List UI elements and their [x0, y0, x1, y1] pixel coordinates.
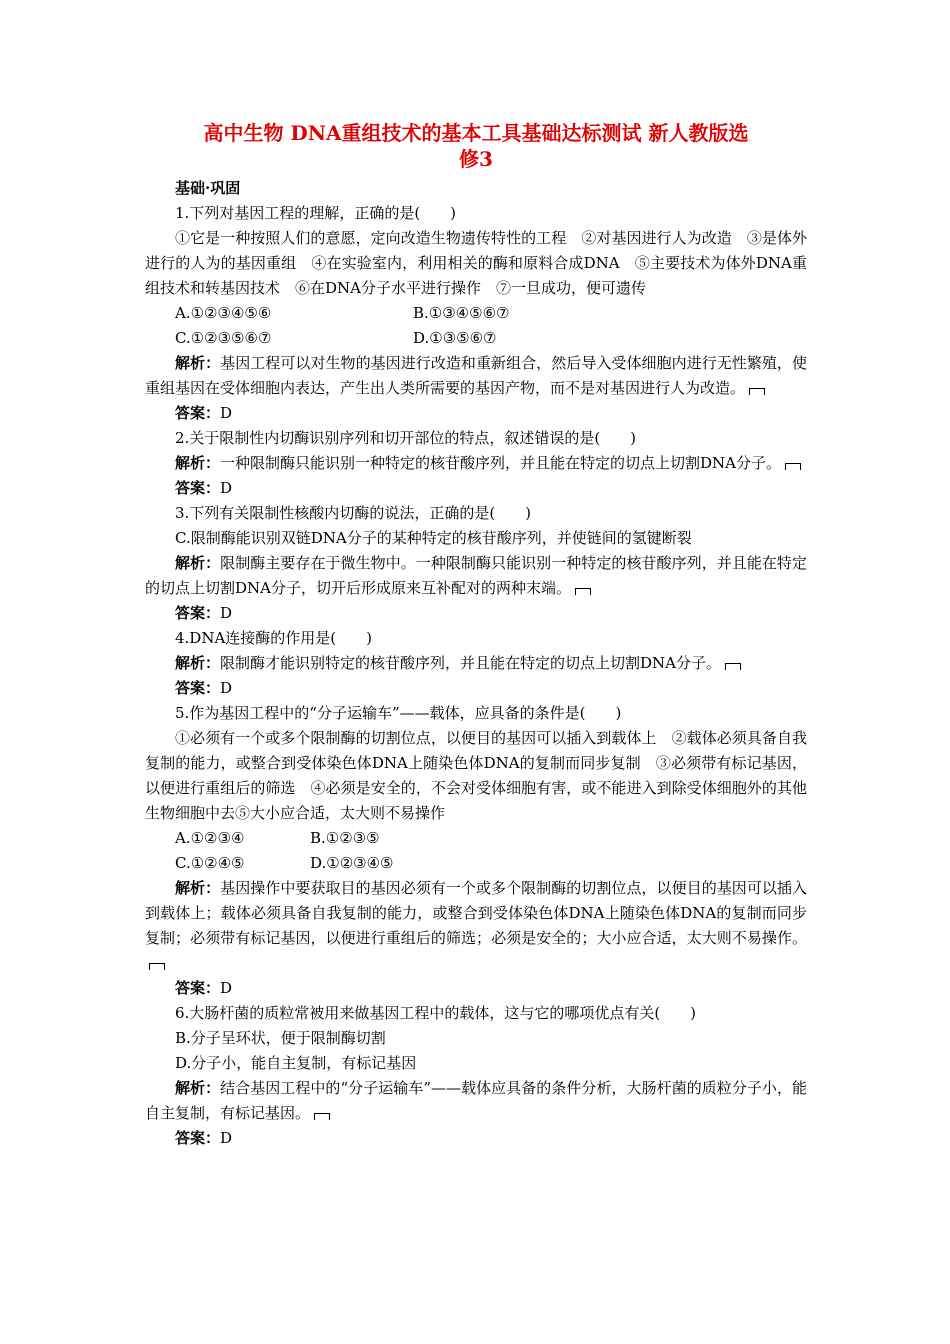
q5-options-row-2: [145, 851, 807, 876]
q6-analysis: [145, 1076, 807, 1126]
answer-label: 答案：: [175, 604, 221, 622]
q4-analysis-text: 限制酶才能识别特定的核苷酸序列，并且能在特定的切点上切割DNA分子。: [220, 654, 722, 672]
q6-option-b: B.分子呈环状，便于限制酶切割: [175, 1029, 386, 1047]
q4-answer: [145, 676, 807, 701]
analysis-label: 解析：: [175, 354, 221, 372]
q3-answer: [145, 601, 807, 626]
q1-body: ①它是一种按照人们的意愿，定向改造生物遗传特性的工程 ②对基因进行人为改造 ③是体外进行的人为的基因重组 ④在实验室内，利用相关的酶和原料合成DNA ⑤主要技术为体外DNA重组技术和转基因技术 ⑥在DNA分子水平进行操作 ⑦一旦成功，便可遗传: [145, 229, 807, 297]
section-heading: 基础·巩固: [175, 179, 241, 197]
q2-analysis-text: 一种限制酶只能识别一种特定的核苷酸序列，并且能在特定的切点上切割DNA分子。: [220, 454, 782, 472]
q5-option-b: B.①②③⑤: [310, 829, 380, 847]
q1-option-b: B.①③④⑤⑥⑦: [413, 304, 510, 322]
return-mark-icon: [725, 663, 741, 670]
answer-label: 答案：: [175, 979, 221, 997]
q5-body: ①必须有一个或多个限制酶的切割位点，以便目的基因可以插入到载体上 ②载体必须具备自我复制的能力，或整合到受体染色体DNA上随染色体DNA的复制而同步复制 ③必须带有标记基因，以便进行重组后的筛选 ④必须是安全的，不会对受体细胞有害，或不能进入到除受体细胞外的其他生物细胞中去⑤大小应合适，太大则不易操作: [145, 729, 807, 822]
q3-analysis-text: 限制酶主要存在于微生物中。一种限制酶只能识别一种特定的核苷酸序列，并且能在特定的切点上切割DNA分子，切开后形成原来互补配对的两种末端。: [145, 554, 807, 597]
analysis-label: 解析：: [175, 454, 221, 472]
document-page: [145, 120, 807, 1151]
return-mark-icon: [575, 588, 591, 595]
q6-option-d: D.分子小，能自主复制，有标记基因: [175, 1054, 417, 1072]
q3-analysis: [145, 551, 807, 601]
return-mark-icon: [785, 463, 801, 470]
return-mark-icon: [314, 1113, 330, 1120]
q5-answer-text: D: [220, 979, 233, 997]
q1-stem: 1.下列对基因工程的理解，正确的是( ): [175, 204, 457, 222]
q5-analysis: [145, 876, 807, 976]
analysis-label: 解析：: [175, 1079, 221, 1097]
q5-analysis-text: 基因操作中要获取目的基因必须有一个或多个限制酶的切割位点，以便目的基因可以插入到载体上；载体必须具备自我复制的能力，或整合到受体染色体DNA上随染色体DNA的复制而同步复制；必须带有标记基因，以便进行重组后的筛选；必须是安全的；大小应合适，太大则不易操作。: [145, 879, 807, 947]
q1-answer: [145, 401, 807, 426]
q3-option-c: C.限制酶能识别双链DNA分子的某种特定的核苷酸序列，并使链间的氢键断裂: [175, 529, 692, 547]
q1-analysis-text: 基因工程可以对生物的基因进行改造和重新组合，然后导入受体细胞内进行无性繁殖，使重组基因在受体细胞内表达，产生出人类所需要的基因产物，而不是对基因进行人为改造。: [145, 354, 807, 397]
q1-answer-text: D: [220, 404, 233, 422]
q1-options-row-2: [145, 326, 807, 351]
q4-analysis: [145, 651, 807, 676]
title-line-1: 高中生物 DNA重组技术的基本工具基础达标测试 新人教版选: [203, 121, 749, 145]
q3-answer-text: D: [220, 604, 233, 622]
answer-label: 答案：: [175, 1129, 221, 1147]
title-line-2: 修3: [459, 147, 493, 171]
q1-option-d: D.①③⑤⑥⑦: [413, 329, 497, 347]
q5-stem: 5.作为基因工程中的“分子运输车”——载体，应具备的条件是( ): [175, 704, 622, 722]
q3-stem: 3.下列有关限制性核酸内切酶的说法，正确的是( ): [175, 504, 532, 522]
return-mark-icon: [149, 963, 165, 970]
q1-option-c: C.①②③⑤⑥⑦: [175, 329, 272, 347]
analysis-label: 解析：: [175, 554, 221, 572]
q6-stem: 6.大肠杆菌的质粒常被用来做基因工程中的载体，这与它的哪项优点有关( ): [175, 1004, 697, 1022]
q1-option-a: A.①②③④⑤⑥: [175, 304, 272, 322]
q2-stem: 2.关于限制性内切酶识别序列和切开部位的特点，叙述错误的是( ): [175, 429, 637, 447]
q1-analysis: [145, 351, 807, 401]
q5-option-d: D.①②③④⑤: [310, 854, 394, 872]
answer-label: 答案：: [175, 479, 221, 497]
answer-label: 答案：: [175, 679, 221, 697]
q5-options-row-1: [145, 826, 807, 851]
page-title: [145, 120, 807, 172]
q2-answer-text: D: [220, 479, 233, 497]
analysis-label: 解析：: [175, 879, 221, 897]
q1-options-row-1: [145, 301, 807, 326]
q4-stem: 4.DNA连接酶的作用是( ): [175, 629, 373, 647]
analysis-label: 解析：: [175, 654, 221, 672]
q6-answer-text: D: [220, 1129, 233, 1147]
q5-option-a: A.①②③④: [175, 829, 245, 847]
q2-answer: [145, 476, 807, 501]
q6-analysis-text: 结合基因工程中的“分子运输车”——载体应具备的条件分析，大肠杆菌的质粒分子小，能自主复制，有标记基因。: [145, 1079, 807, 1122]
q5-option-c: C.①②④⑤: [175, 854, 245, 872]
q2-analysis: [145, 451, 807, 476]
q6-answer: [145, 1126, 807, 1151]
q4-answer-text: D: [220, 679, 233, 697]
return-mark-icon: [749, 388, 765, 395]
q5-answer: [145, 976, 807, 1001]
answer-label: 答案：: [175, 404, 221, 422]
